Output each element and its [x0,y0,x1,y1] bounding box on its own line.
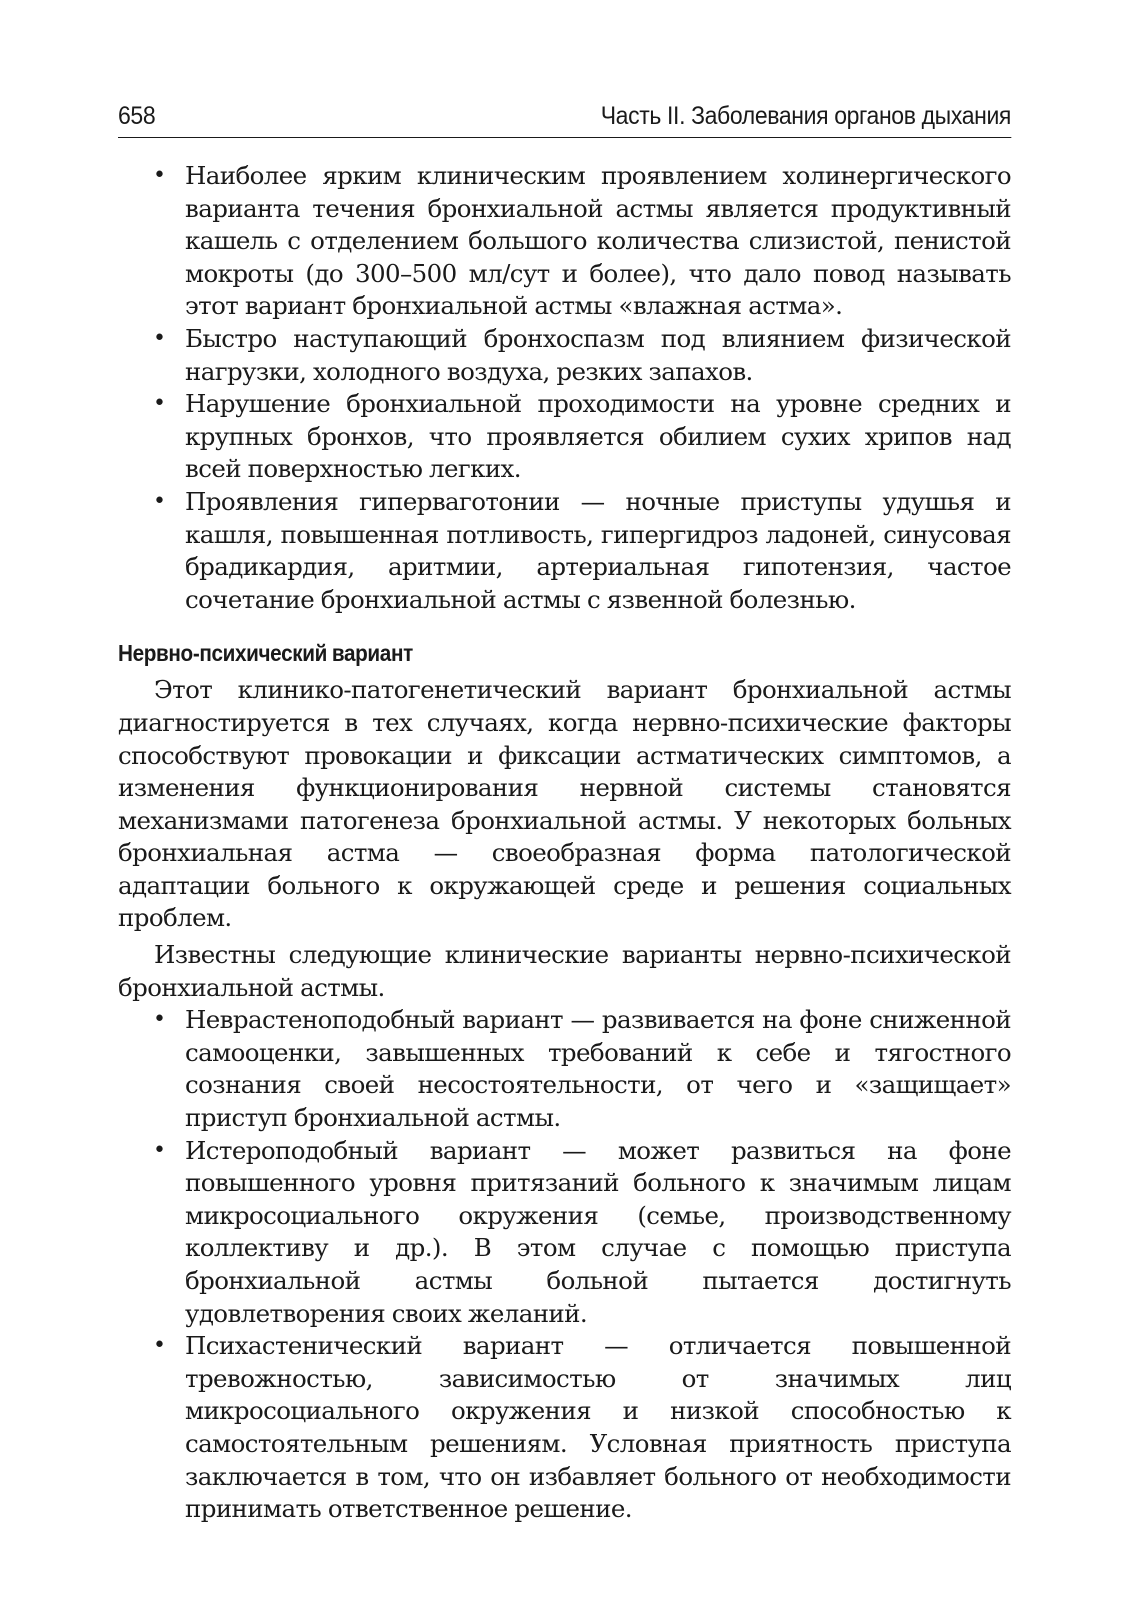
bullet-icon: • [153,1333,166,1359]
bullet-icon: • [153,488,166,514]
list-item: • Быстро наступающий бронхоспазм под влиянием физической нагрузки, холодного воздуха, резких запахов. [153,323,1011,386]
list-item: • Психастенический вариант — отличается повышенной тревожностью, зависимостью от значимых лиц микросоциального окружения и низкой способностью к самостоятельным решениям. Условная приятность приступа заключается в том, что он избавляет больного от необходимости принимать ответственное решение. [153,1331,1011,1524]
running-head [118,102,1011,138]
bullet-icon: • [153,163,166,188]
running-title: Часть II. Заболевания органов дыхания [600,102,1012,130]
bullet-list-cholinergic [118,160,1011,616]
bullet-list-neuropsychic [118,1004,1011,1526]
paragraph: Известны следующие клинические варианты нервно-психической бронхиальной астмы. [118,940,1011,1002]
section-heading: Нервно-психический вариант [118,640,413,667]
bullet-icon: • [153,325,166,351]
page-content [118,160,1011,1526]
list-item: • Наиболее ярким клиническим проявлением холинергического варианта течения бронхиальной астмы является продуктивный кашель с отделением большого количества слизистой, пенистой мокроты (до 300–500 мл/сут и более), что дало повод называть этот вариант бронхиальной астмы «влажная астма». [153,161,1011,321]
list-item: • Нарушение бронхиальной проходимости на уровне средних и крупных бронхов, что проявляется обилием сухих хрипов над всей поверхностью легких. [153,389,1011,484]
list-item: • Истероподобный вариант — может развиться на фоне повышенного уровня притязаний больного к значимым лицам микросоциального окружения (семье, производственному коллективу и др.). В этом случае с помощью приступа бронхиальной астмы больной пытается достигнуть удовлетворения своих желаний. [153,1135,1011,1328]
bullet-icon: • [153,391,166,417]
bullet-icon: • [153,1007,166,1033]
list-item: • Проявления гиперваготонии — ночные приступы удушья и кашля, повышенная потливость, гипергидроз ладоней, синусовая брадикардия, аритмии, артериальная гипотензия, частое сочетание бронхиальной астмы с язвенной болезнью. [153,486,1011,614]
list-item: • Неврастеноподобный вариант — развивается на фоне сниженной самооценки, завышенных требований к себе и тягостного сознания своей несостоятельности, от чего и «защищает» приступ бронхиальной астмы. [153,1005,1011,1133]
paragraph: Этот клинико-патогенетический вариант бронхиальной астмы диагностируется в тех случаях, когда нервно-психические факторы способствуют провокации и фиксации астматических симптомов, а изменения функционирования нервной системы становятся механизмами патогенеза бронхиальной астмы. У некоторых больных бронхиальная астма — своеобразная форма патологической адаптации больного к окружающей среде и решения социальных проблем. [118,675,1011,933]
book-page [118,102,1011,1526]
bullet-icon: • [153,1137,166,1163]
page-number: 658 [118,102,156,130]
